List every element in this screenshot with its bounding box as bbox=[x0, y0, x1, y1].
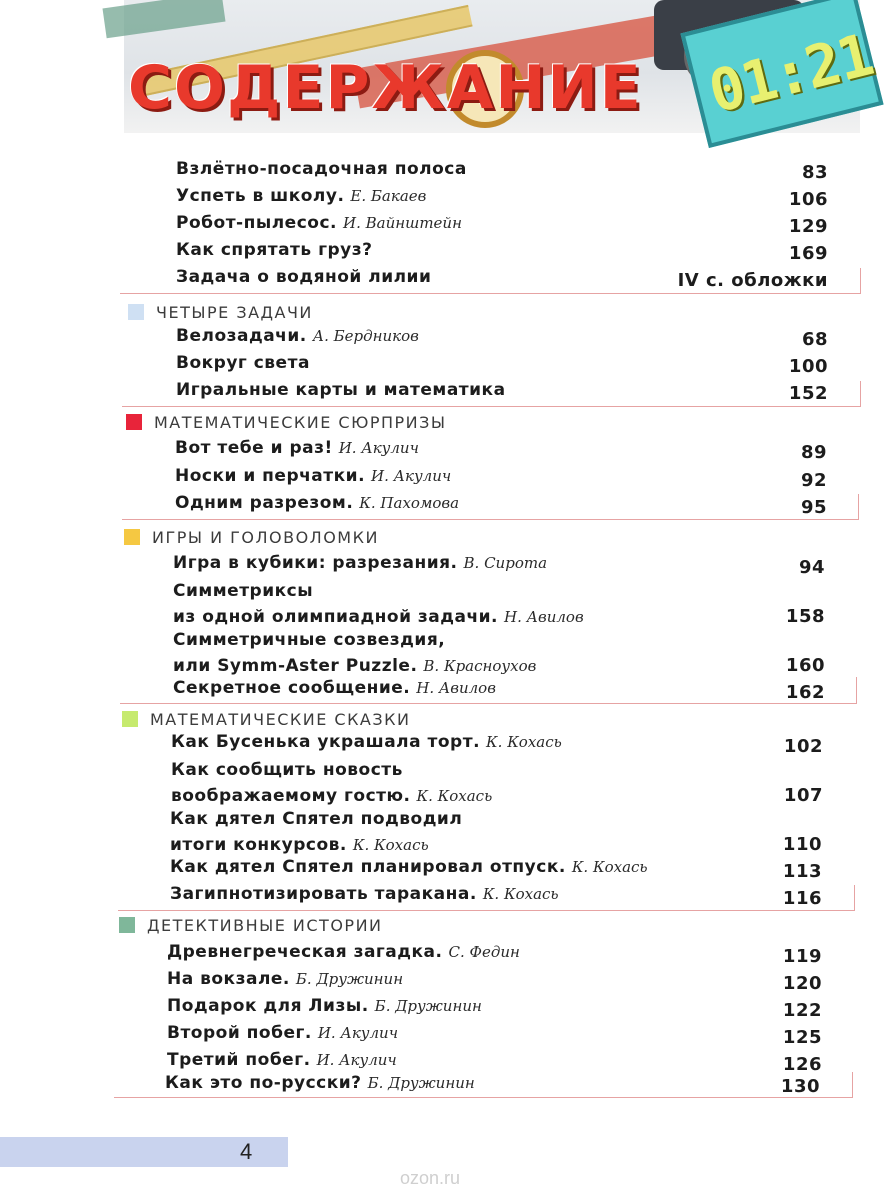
page-title: СОДЕРЖАНИЕ bbox=[128, 53, 643, 123]
entry-title: Одним разрезом. bbox=[175, 493, 354, 513]
entry-title: Вокруг света bbox=[176, 353, 310, 373]
toc-entry[interactable] bbox=[173, 628, 536, 679]
entry-page: 110 bbox=[782, 834, 822, 855]
section-header bbox=[122, 709, 410, 729]
entry-author: С. Федин bbox=[448, 943, 520, 961]
entry-author: Б. Дружинин bbox=[295, 970, 404, 988]
entry-title: Третий побег. bbox=[167, 1050, 311, 1070]
toc-entry[interactable] bbox=[175, 466, 451, 486]
entry-title: Древнегреческая загадка. bbox=[167, 942, 443, 962]
entry-title: Велозадачи. bbox=[176, 326, 307, 346]
toc-entry[interactable] bbox=[167, 1050, 397, 1070]
entry-author: И. Акулич bbox=[316, 1051, 397, 1069]
entry-page: 102 bbox=[783, 736, 823, 757]
section-title: ДЕТЕКТИВНЫЕ ИСТОРИИ bbox=[147, 915, 383, 935]
entry-title: Носки и перчатки. bbox=[175, 466, 366, 486]
entry-author: В. Сирота bbox=[463, 554, 548, 572]
toc-entry[interactable] bbox=[167, 996, 482, 1016]
toc-entry[interactable] bbox=[170, 857, 648, 877]
entry-title: Подарок для Лизы. bbox=[167, 996, 369, 1016]
entry-page: IV с. обложки bbox=[677, 270, 828, 291]
section-title: ИГРЫ И ГОЛОВОЛОМКИ bbox=[152, 527, 379, 547]
section-header bbox=[126, 412, 447, 432]
toc-entry[interactable] bbox=[173, 678, 496, 698]
section-header bbox=[119, 915, 383, 935]
page-number: 4 bbox=[240, 1139, 253, 1164]
section-header bbox=[128, 302, 313, 322]
entry-author: К. Кохась bbox=[571, 858, 648, 876]
toc-entry[interactable] bbox=[173, 553, 547, 573]
section-divider-end bbox=[858, 494, 859, 520]
entry-title-line1: Как сообщить новость bbox=[171, 760, 403, 780]
entry-page: 160 bbox=[785, 655, 825, 676]
section-divider bbox=[122, 406, 860, 407]
entry-title: из одной олимпиадной задачи. bbox=[173, 607, 499, 627]
entry-page: 106 bbox=[788, 189, 828, 210]
entry-author: Н. Авилов bbox=[504, 608, 584, 626]
entry-author: И. Акулич bbox=[338, 439, 419, 457]
entry-page: 122 bbox=[782, 1000, 822, 1021]
entry-author: К. Кохась bbox=[416, 787, 493, 805]
entry-author: К. Кохась bbox=[486, 733, 562, 751]
entry-page: 130 bbox=[780, 1076, 820, 1097]
section-header bbox=[124, 527, 379, 547]
toc-entry[interactable] bbox=[176, 186, 426, 206]
entry-page: 83 bbox=[801, 162, 828, 183]
toc-entry[interactable] bbox=[171, 732, 562, 752]
entry-page: 129 bbox=[788, 216, 828, 237]
entry-author: А. Бердников bbox=[312, 327, 419, 345]
entry-author: И. Акулич bbox=[371, 467, 452, 485]
watermark: ozon.ru bbox=[400, 1168, 461, 1188]
entry-author: К. Пахомова bbox=[359, 494, 460, 512]
entry-title: Загипнотизировать таракана. bbox=[170, 884, 477, 904]
toc-entry[interactable] bbox=[167, 969, 403, 989]
entry-title: итоги конкурсов. bbox=[170, 835, 347, 855]
entry-title-line1: Симметриксы bbox=[173, 581, 314, 601]
section-title: МАТЕМАТИЧЕСКИЕ СКАЗКИ bbox=[150, 709, 411, 729]
toc-entry[interactable] bbox=[176, 213, 462, 233]
entry-page: 169 bbox=[788, 243, 828, 264]
entry-page: 126 bbox=[782, 1054, 822, 1075]
entry-title: Как это по-русски? bbox=[165, 1073, 362, 1093]
entry-title: Как дятел Спятел планировал отпуск. bbox=[170, 857, 566, 877]
entry-author: Б. Дружинин bbox=[367, 1074, 475, 1092]
entry-author: Е. Бакаев bbox=[350, 187, 427, 205]
entry-author: В. Красноухов bbox=[423, 657, 537, 675]
entry-author: И. Вайнштейн bbox=[343, 214, 462, 232]
entry-page: 120 bbox=[782, 973, 822, 994]
digital-display-text: 01:21 bbox=[702, 20, 879, 127]
entry-page: 89 bbox=[800, 442, 827, 463]
entry-title: Успеть в школу. bbox=[176, 186, 345, 206]
entry-title: Секретное сообщение. bbox=[173, 678, 411, 698]
section-color-marker bbox=[126, 414, 142, 430]
entry-title: Игральные карты и математика bbox=[176, 380, 506, 400]
section-divider bbox=[122, 519, 858, 520]
entry-page: 92 bbox=[800, 470, 827, 491]
section-title: МАТЕМАТИЧЕСКИЕ СЮРПРИЗЫ bbox=[154, 412, 447, 432]
toc-entry[interactable] bbox=[175, 493, 459, 513]
section-color-marker bbox=[122, 711, 138, 727]
entry-page: 95 bbox=[800, 497, 827, 518]
entry-title: Вот тебе и раз! bbox=[175, 438, 333, 458]
entry-title: воображаемому гостю. bbox=[171, 786, 411, 806]
entry-page: 158 bbox=[785, 606, 825, 627]
entry-author: И. Акулич bbox=[317, 1024, 399, 1042]
toc-entry[interactable] bbox=[170, 884, 559, 904]
toc-entry[interactable] bbox=[167, 1023, 398, 1043]
entry-page: 162 bbox=[785, 682, 825, 703]
toc-entry[interactable] bbox=[176, 267, 431, 287]
entry-page: 107 bbox=[783, 785, 823, 806]
entry-page: 125 bbox=[782, 1027, 822, 1048]
entry-page: 119 bbox=[782, 946, 822, 967]
entry-page: 152 bbox=[788, 383, 828, 404]
toc-entry[interactable] bbox=[173, 579, 584, 630]
entry-page: 113 bbox=[782, 861, 822, 882]
entry-title: Как спрятать груз? bbox=[176, 240, 373, 260]
section-divider bbox=[118, 910, 854, 911]
entry-page: 94 bbox=[798, 557, 825, 578]
section-divider-end bbox=[860, 268, 861, 294]
entry-author: Н. Авилов bbox=[416, 679, 496, 697]
section-divider bbox=[120, 703, 856, 704]
entry-author: К. Кохась bbox=[482, 885, 559, 903]
toc-entry[interactable] bbox=[176, 326, 419, 346]
entry-title: Робот-пылесос. bbox=[176, 213, 337, 233]
section-divider bbox=[120, 293, 860, 294]
entry-title: Задача о водяной лилии bbox=[176, 267, 432, 287]
section-color-marker bbox=[128, 304, 144, 320]
section-divider-end bbox=[852, 1072, 853, 1098]
section-divider bbox=[114, 1097, 852, 1098]
toc-entry[interactable] bbox=[176, 240, 372, 260]
entry-title: Игра в кубики: разрезания. bbox=[173, 553, 458, 573]
section-divider-end bbox=[860, 381, 861, 407]
section-color-marker bbox=[119, 917, 135, 933]
toc-entry[interactable] bbox=[167, 942, 520, 962]
toc-entry[interactable] bbox=[176, 159, 467, 179]
entry-title: или Symm-Aster Puzzle. bbox=[173, 656, 418, 676]
entry-page: 100 bbox=[788, 356, 828, 377]
entry-page: 68 bbox=[801, 329, 828, 350]
entry-title-line1: Как дятел Спятел подводил bbox=[170, 809, 463, 829]
toc-entry[interactable] bbox=[165, 1073, 475, 1093]
entry-page: 116 bbox=[782, 888, 822, 909]
entry-title-line1: Симметричные созвездия, bbox=[173, 630, 446, 650]
toc-entry[interactable] bbox=[176, 353, 310, 373]
toc-entry[interactable] bbox=[176, 380, 506, 400]
entry-author: К. Кохась bbox=[352, 836, 429, 854]
section-divider-end bbox=[854, 885, 855, 911]
toc-entry[interactable] bbox=[175, 438, 419, 458]
section-title: ЧЕТЫРЕ ЗАДАЧИ bbox=[156, 302, 313, 322]
toc-entry[interactable] bbox=[170, 807, 462, 858]
toc-entry[interactable] bbox=[171, 758, 492, 809]
entry-title: На вокзале. bbox=[167, 969, 290, 989]
entry-title: Второй побег. bbox=[167, 1023, 312, 1043]
section-color-marker bbox=[124, 529, 140, 545]
entry-author: Б. Дружинин bbox=[374, 997, 482, 1015]
entry-title: Как Бусенька украшала торт. bbox=[171, 732, 481, 752]
section-divider-end bbox=[856, 677, 857, 704]
entry-title: Взлётно-посадочная полоса bbox=[176, 159, 467, 179]
